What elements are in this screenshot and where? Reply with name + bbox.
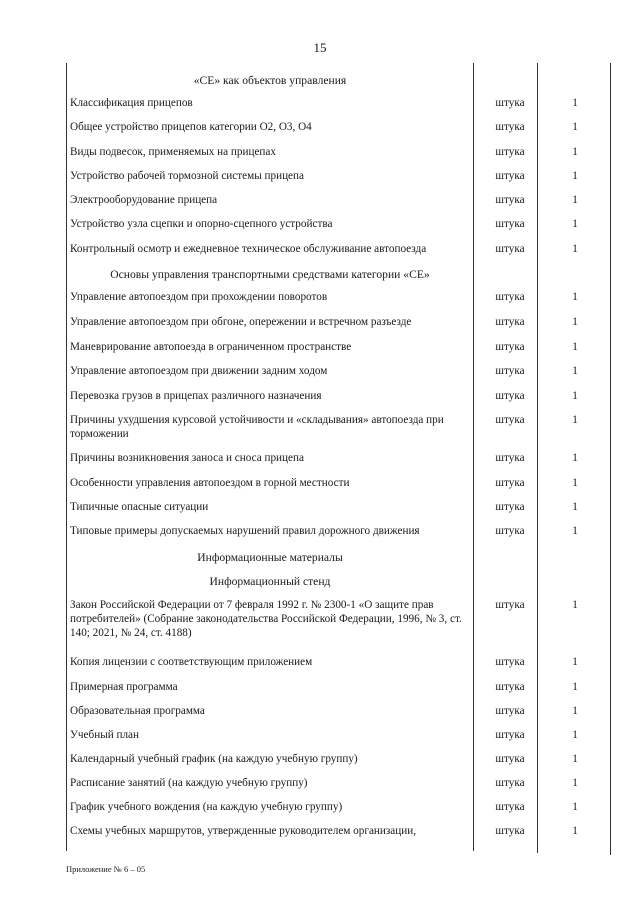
item-unit: штука (495, 801, 525, 813)
item-unit: штука (495, 729, 525, 741)
item-name: Особенности управления автопоездом в горной местности (70, 477, 350, 489)
item-quantity: 1 (572, 452, 578, 464)
item-quantity: 1 (572, 291, 578, 303)
item-name: Учебный план (70, 729, 140, 741)
item-quantity: 1 (572, 121, 578, 133)
item-name: Причины ухудшения курсовой устойчивости и «складывания» автопоезда при торможении (70, 414, 444, 440)
item-quantity: 1 (572, 681, 578, 693)
item-name: Управление автопоездом при прохождении поворотов (70, 291, 328, 303)
item-name: Типичные опасные ситуации (70, 501, 209, 513)
item-unit: штука (495, 121, 525, 133)
item-name: Причины возникновения заноса и сноса прицепа (70, 452, 304, 464)
table-border-name-unit (473, 63, 474, 851)
item-unit: штука (495, 501, 525, 513)
item-name: Устройство узла сцепки и опорно-сцепного устройства (70, 218, 333, 230)
item-quantity: 1 (572, 390, 578, 402)
section-heading: Информационные материалы (197, 551, 343, 564)
section-heading: Основы управления транспортными средствами категории «СЕ» (110, 268, 430, 281)
item-quantity: 1 (572, 525, 578, 537)
item-name: Перевозка грузов в прицепах различного назначения (70, 390, 322, 402)
item-name: Образовательная программа (70, 705, 205, 717)
item-unit: штука (495, 599, 525, 611)
item-quantity: 1 (572, 316, 578, 328)
item-name: Копия лицензии с соответствующим приложением (70, 656, 313, 668)
item-quantity: 1 (572, 777, 578, 789)
item-name: Управление автопоездом при обгоне, опережении и встречном разъезде (70, 316, 412, 328)
item-name: График учебного вождения (на каждую учебную группу) (70, 801, 343, 813)
item-quantity: 1 (572, 801, 578, 813)
item-quantity: 1 (572, 194, 578, 206)
item-unit: штука (495, 452, 525, 464)
item-unit: штука (495, 341, 525, 353)
table-border-right (610, 63, 611, 855)
item-unit: штука (495, 390, 525, 402)
item-unit: штука (495, 291, 525, 303)
item-quantity: 1 (572, 97, 578, 109)
item-unit: штука (495, 194, 525, 206)
item-quantity: 1 (572, 146, 578, 158)
item-name: Календарный учебный график (на каждую учебную группу) (70, 753, 358, 765)
page-number: 15 (313, 40, 327, 55)
item-quantity: 1 (572, 365, 578, 377)
item-unit: штука (495, 365, 525, 377)
item-quantity: 1 (572, 501, 578, 513)
item-quantity: 1 (572, 753, 578, 765)
item-unit: штука (495, 705, 525, 717)
item-name: Управление автопоездом при движении задним ходом (70, 365, 328, 377)
item-unit: штука (495, 316, 525, 328)
item-quantity: 1 (572, 599, 578, 611)
section-heading: «СЕ» как объектов управления (193, 74, 347, 87)
item-name: Классификация прицепов (70, 97, 193, 109)
item-unit: штука (495, 243, 525, 255)
item-name: Примерная программа (70, 681, 178, 693)
item-name: Закон Российской Федерации от 7 февраля 1992 г. № 2300-1 «О защите прав потребителей» (Собрание законодательства Российской Федерации, 1996, № 3, ст. 140; 2021, № 24, ст. 4188) (70, 599, 462, 639)
item-name: Виды подвесок, применяемых на прицепах (70, 146, 276, 158)
item-unit: штука (495, 525, 525, 537)
section-heading: Информационный стенд (209, 575, 331, 588)
item-unit: штука (495, 681, 525, 693)
item-name: Типовые примеры допускаемых нарушений правил дорожного движения (70, 525, 420, 537)
item-unit: штука (495, 753, 525, 765)
item-quantity: 1 (572, 243, 578, 255)
item-quantity: 1 (572, 705, 578, 717)
item-quantity: 1 (572, 170, 578, 182)
item-unit: штука (495, 477, 525, 489)
item-name: Электрооборудование прицепа (70, 194, 218, 206)
item-name: Маневрирование автопоезда в ограниченном пространстве (70, 341, 352, 353)
item-quantity: 1 (572, 341, 578, 353)
item-name: Контрольный осмотр и ежедневное техническое обслуживание автопоезда (70, 243, 427, 255)
item-unit: штука (495, 218, 525, 230)
item-name: Устройство рабочей тормозной системы прицепа (70, 170, 304, 182)
item-name: Схемы учебных маршрутов, утвержденные руководителем организации, (70, 825, 417, 837)
item-quantity: 1 (572, 218, 578, 230)
item-unit: штука (495, 97, 525, 109)
item-name: Общее устройство прицепов категории О2, О3, О4 (70, 121, 312, 133)
item-unit: штука (495, 825, 525, 837)
table-border-unit-qty (537, 63, 538, 853)
item-quantity: 1 (572, 729, 578, 741)
item-unit: штука (495, 170, 525, 182)
item-unit: штука (495, 414, 525, 426)
item-unit: штука (495, 656, 525, 668)
item-unit: штука (495, 146, 525, 158)
item-quantity: 1 (572, 414, 578, 426)
item-quantity: 1 (572, 825, 578, 837)
footer-note: Приложение № 6 – 05 (66, 864, 146, 874)
table-border-left (66, 63, 67, 851)
item-quantity: 1 (572, 477, 578, 489)
item-unit: штука (495, 777, 525, 789)
item-name: Расписание занятий (на каждую учебную группу) (70, 777, 308, 789)
item-quantity: 1 (572, 656, 578, 668)
